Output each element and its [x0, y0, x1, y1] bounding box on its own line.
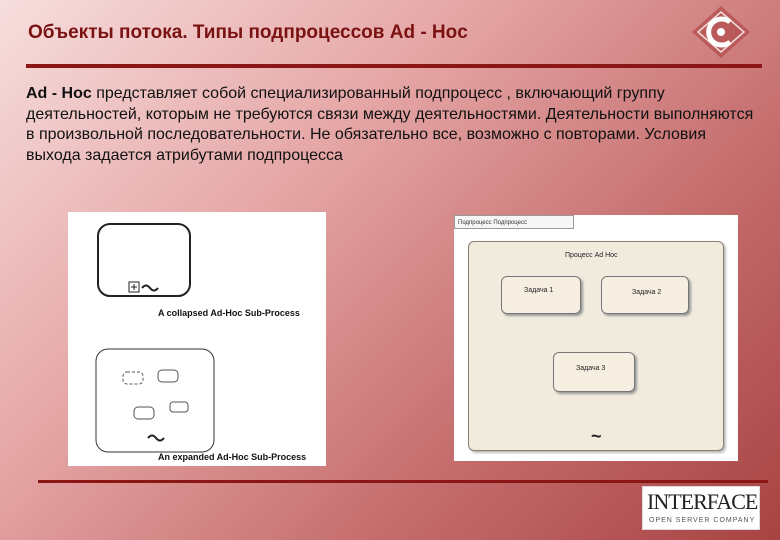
adhoc-process-container — [468, 241, 724, 451]
caption-collapsed: A collapsed Ad-Hoc Sub-Process — [158, 308, 300, 318]
logo-tagline: OPEN SERVER COMPANY — [649, 517, 756, 524]
company-logo-icon — [690, 4, 752, 60]
adhoc-tilde-marker: ~ — [591, 426, 602, 446]
task-box: Задача 3 — [553, 352, 635, 392]
interface-logo — [642, 486, 760, 530]
task-box: Задача 1 — [501, 276, 581, 314]
collapsed-subprocess-shape — [68, 212, 326, 466]
logo-wordmark: INTERFACE — [647, 489, 758, 514]
body-text-rest: представляет собой специализированный подпроцесс , включающий группу деятельностей, которым не требуются связи между деятельностями. Деятельности выполняются в произвольной последовательности. Не обязательно все, возможно с повторами. Условия выхода задается атрибутами подпроцесса — [26, 85, 754, 164]
body-paragraph — [26, 84, 756, 166]
caption-expanded: An expanded Ad-Hoc Sub-Process — [158, 452, 307, 462]
left-figure — [68, 212, 326, 466]
process-label: Процесс Ad Hoc — [565, 252, 618, 259]
figure-header-tab: Подпроцесс Подпроцесс — [454, 215, 574, 229]
body-bold-term: Ad - Hoc — [26, 85, 92, 102]
footer-divider — [38, 480, 768, 483]
title-divider — [26, 64, 762, 68]
slide-title: Объекты потока. Типы подпроцессов Ad - Hoc — [28, 22, 468, 43]
right-figure — [454, 215, 738, 461]
task-box: Задача 2 — [601, 276, 689, 314]
